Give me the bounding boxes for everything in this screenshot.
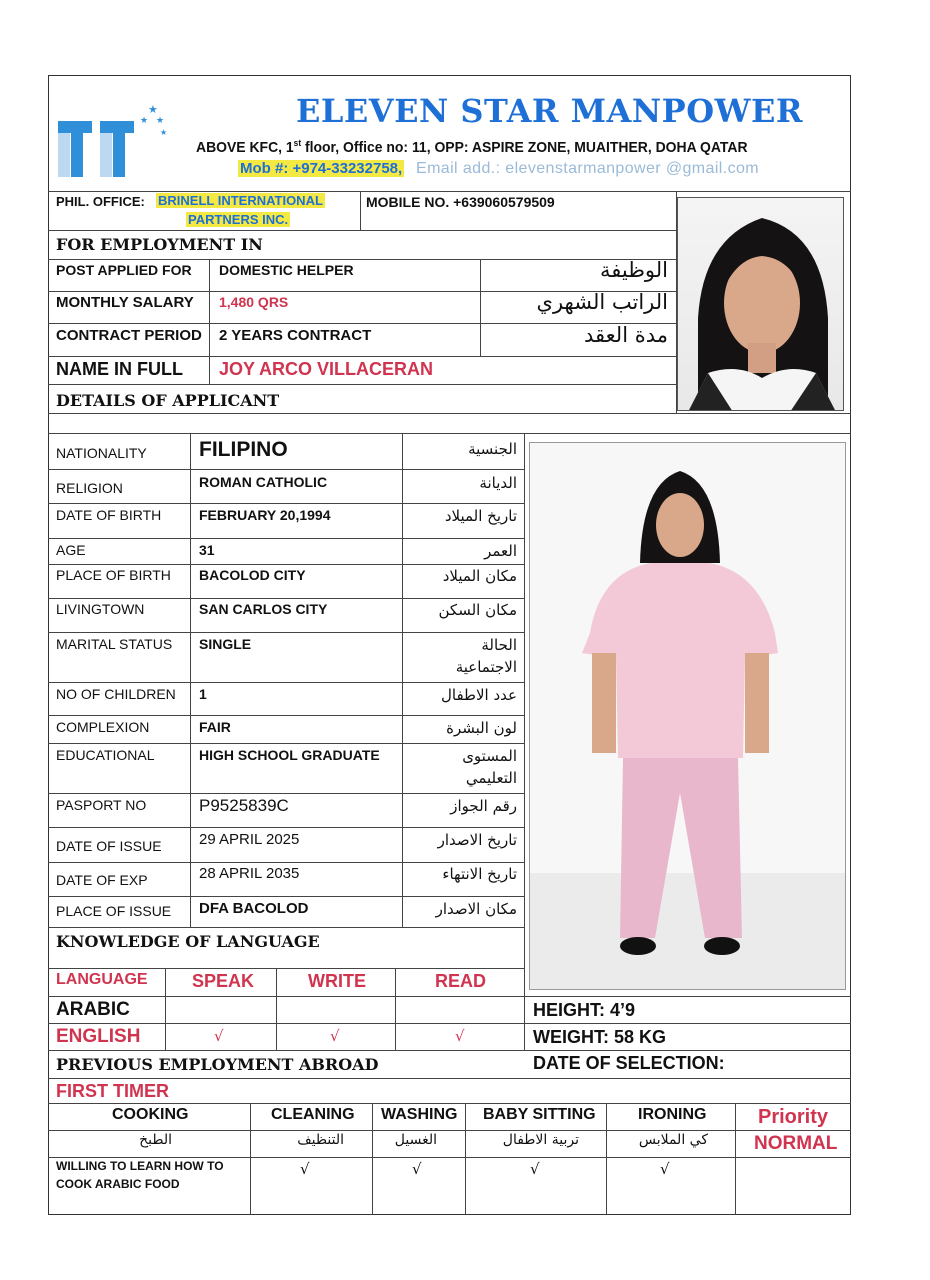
passport-arabic: رقم الجواز <box>450 797 517 815</box>
ironing-check: √ <box>660 1160 670 1178</box>
religion-arabic: الديانة <box>479 474 517 492</box>
passport-value: P9525839C <box>199 796 289 815</box>
washing-check: √ <box>412 1160 422 1178</box>
company-email: Email add.: elevenstarmanpower @gmail.com <box>416 160 760 177</box>
company-logo <box>56 103 172 179</box>
lang-arabic: ARABIC <box>56 999 130 1020</box>
religion-value: ROMAN CATHOLIC <box>199 474 328 490</box>
post-arabic: الوظيفة <box>599 258 668 282</box>
language-section-title: KNOWLEDGE OF LANGUAGE <box>56 932 320 951</box>
phil-office-mobile: MOBILE NO. +639060579509 <box>366 194 555 210</box>
company-address: ABOVE KFC, 1st floor, Office no: 11, OPP: ASPIRE ZONE, MUAITHER, DOHA QATAR <box>196 138 748 156</box>
issue-place-label: PLACE OF ISSUE <box>56 903 172 919</box>
employment-section-title: FOR EMPLOYMENT IN <box>56 235 263 254</box>
lang-header-language: LANGUAGE <box>56 971 148 988</box>
lang-english: ENGLISH <box>56 1026 141 1047</box>
issue-place-value: DFA BACOLOD <box>199 900 309 917</box>
dob-arabic: تاريخ الميلاد <box>444 507 517 525</box>
cooking-note-1: WILLING TO LEARN HOW TO <box>56 1159 224 1173</box>
phil-office-name-1: BRINELL INTERNATIONAL <box>158 193 323 208</box>
company-name: ELEVEN STAR MANPOWER <box>296 92 803 130</box>
svg-text:★: ★ <box>156 115 165 125</box>
children-value: 1 <box>199 686 207 702</box>
dob-value: FEBRUARY 20,1994 <box>199 507 331 523</box>
children-label: NO OF CHILDREN <box>56 686 176 702</box>
dob-label: DATE OF BIRTH <box>56 507 162 523</box>
nationality-label: NATIONALITY <box>56 445 147 461</box>
salary-label: MONTHLY SALARY <box>56 294 194 311</box>
pob-label: PLACE OF BIRTH <box>56 567 171 583</box>
pob-value: BACOLOD CITY <box>199 567 306 583</box>
company-mobile: Mob #: +974-33232758, <box>240 160 403 177</box>
religion-label: RELIGION <box>56 480 123 496</box>
salary-arabic: الراتب الشهري <box>536 290 668 314</box>
complexion-arabic: لون البشرة <box>446 719 517 737</box>
exp-date-arabic: تاريخ الانتهاء <box>442 865 517 883</box>
name-label: NAME IN FULL <box>56 359 183 379</box>
exp-date-label: DATE OF EXP <box>56 872 148 888</box>
passport-label: PASPORT NO <box>56 797 147 813</box>
skill-cleaning-arabic: التنظيف <box>297 1132 344 1148</box>
english-read-check: √ <box>455 1027 465 1045</box>
issue-date-label: DATE OF ISSUE <box>56 838 162 854</box>
lang-header-read: READ <box>435 971 487 991</box>
lang-header-write: WRITE <box>308 971 366 991</box>
education-label: EDUCATIONAL <box>56 747 155 763</box>
nationality-arabic: الجنسية <box>468 440 517 458</box>
education-value: HIGH SCHOOL GRADUATE <box>199 747 380 763</box>
skill-washing-arabic: الغسيل <box>394 1132 437 1148</box>
skill-cleaning: CLEANING <box>271 1106 355 1123</box>
children-arabic: عدد الاطفال <box>441 686 517 704</box>
issue-date-value: 29 APRIL 2025 <box>199 831 300 848</box>
skill-ironing-arabic: كي الملابس <box>638 1132 708 1148</box>
pob-arabic: مكان الميلاد <box>442 567 517 585</box>
phil-office-label: PHIL. OFFICE: <box>56 194 145 209</box>
salary-value: 1,480 QRS <box>219 294 289 310</box>
english-speak-check: √ <box>214 1027 224 1045</box>
post-label: POST APPLIED FOR <box>56 262 192 278</box>
weight-value: WEIGHT: 58 KG <box>533 1027 667 1047</box>
age-arabic: العمر <box>484 542 517 560</box>
age-label: AGE <box>56 542 86 558</box>
contract-value: 2 YEARS CONTRACT <box>219 327 372 344</box>
issue-place-arabic: مكان الاصدار <box>435 900 517 918</box>
contract-arabic: مدة العقد <box>584 323 668 347</box>
contract-label: CONTRACT PERIOD <box>56 327 202 344</box>
svg-text:★: ★ <box>160 128 168 137</box>
livingtown-value: SAN CARLOS CITY <box>199 601 328 617</box>
issue-date-arabic: تاريخ الاصدار <box>437 831 517 849</box>
priority-label: Priority <box>758 1106 829 1128</box>
exp-date-value: 28 APRIL 2035 <box>199 865 300 882</box>
cooking-note-2: COOK ARABIC FOOD <box>56 1177 180 1191</box>
svg-text:★: ★ <box>140 115 149 125</box>
marital-value: SINGLE <box>199 636 252 652</box>
skill-cooking-arabic: الطبخ <box>139 1132 172 1148</box>
skill-cooking: COOKING <box>112 1106 189 1123</box>
svg-text:★: ★ <box>148 104 158 116</box>
marital-arabic: الحالة الاجتماعية <box>455 636 517 676</box>
name-value: JOY ARCO VILLACERAN <box>219 359 434 379</box>
education-arabic: المستوى التعليمي <box>462 747 517 787</box>
previous-value: FIRST TIMER <box>56 1081 169 1101</box>
post-value: DOMESTIC HELPER <box>219 262 354 278</box>
priority-value: NORMAL <box>754 1133 838 1154</box>
date-of-selection: DATE OF SELECTION: <box>533 1053 725 1073</box>
details-section-title: DETAILS OF APPLICANT <box>56 391 280 410</box>
english-write-check: √ <box>330 1027 340 1045</box>
height-value: HEIGHT: 4’9 <box>533 1000 636 1020</box>
phil-office-name-2: PARTNERS INC. <box>188 212 289 227</box>
nationality-value: FILIPINO <box>199 438 288 461</box>
skill-baby-sitting: BABY SITTING <box>483 1106 596 1123</box>
complexion-value: FAIR <box>199 719 231 735</box>
baby-sitting-check: √ <box>530 1160 540 1178</box>
cleaning-check: √ <box>300 1160 310 1178</box>
skill-baby-sitting-arabic: تربية الاطفال <box>502 1132 579 1148</box>
skill-washing: WASHING <box>381 1106 458 1123</box>
lang-header-speak: SPEAK <box>192 971 255 991</box>
age-value: 31 <box>199 542 215 558</box>
skill-ironing: IRONING <box>638 1106 707 1123</box>
applicant-headshot <box>677 197 844 411</box>
previous-section-title: PREVIOUS EMPLOYMENT ABROAD <box>56 1055 379 1074</box>
complexion-label: COMPLEXION <box>56 719 150 735</box>
livingtown-label: LIVINGTOWN <box>56 601 145 617</box>
applicant-full-body-photo <box>529 442 846 990</box>
marital-label: MARITAL STATUS <box>56 636 173 652</box>
livingtown-arabic: مكان السكن <box>438 601 517 619</box>
